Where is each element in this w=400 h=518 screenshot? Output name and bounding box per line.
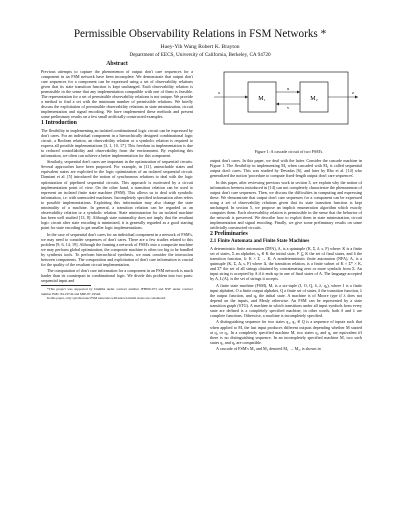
paper-authors: Huey-Yih Wang Robert K. Brayton: [160, 44, 240, 50]
figure-caption: Figure 1: A cascade circuit of two FSM's.: [254, 149, 324, 154]
right-paragraph-6: A cascade of FSM's M₁ and M₂ denoted M₁ → M₂, is shown in: [216, 346, 321, 352]
footnote-rule: [41, 285, 91, 286]
paper-affiliation: Department of EECS, University of California, Berkeley, CA 94720: [129, 52, 271, 58]
intro-paragraph-4: The computation of don't care information for a component in an FSM network is much harder than its counterpart in combinational logic. We divide this problem into two parts: sequential input and: [41, 268, 193, 284]
paper-title: Permissible Observability Relations in FSM Networks *: [73, 28, 327, 40]
right-paragraph-2: In this paper, after reviewing previous work in section 3, we explain why the notion of information freeness introduced in [14] can not completely characterize the phenomenon of output don't care sequences. Then, we discuss the difficulties in computing and expressing these. We demonstrate that output don't care sequences for a component can be expressed using a set of observability relations given that its state transition function is kept unchanged. In section 5, we propose an implicit enumeration algorithm which exactly computes them. Each observability relation is permissible in the sense that the behavior of the network is preserved. We describe how to exploit them in state minimization, circuit implementation and signal encoding. Finally, we give some preliminary results on some artificially constructed circuits.: [210, 179, 362, 231]
v-arrow: [276, 103, 279, 106]
right-column: [210, 62, 362, 353]
footnote-1: *This project was supported by DARPA under contract number JFBI90-073 and NSF under contract number EMC 84-19744 and MIP-87-19546.: [41, 287, 193, 296]
preliminaries-heading: 2 Preliminaries: [210, 231, 248, 238]
right-paragraph-5: A distinguishing sequence for two states q₁, q₂ ∈ Q is a sequence of inputs such that when applied to M, the last input produces different outputs depending whether M started at q₁ or q₂. In a completely specified machine M, two states q₁ and q₂ are equivalent iff there is no distinguishing sequence. In an incompletely specified machine M, two such states q₁ and q₂ are compatible.: [210, 319, 362, 345]
intro-paragraph-1: The flexibility in implementing an isolated combinational logic circuit can be expressed by don't cares. For an individual component in a hierarchically designed combinational logic circuit, a Boolean relation, an observability relation or a symbolic relation is required to express all possible implementations [3, 1, 10, 17]. This freedom in implementation is due to reduced controllability and observability from the environment. By exploiting this information, we often can achieve a better implementation for this component.: [41, 127, 193, 158]
automata-subheading: 2.1 Finite Automata and Finite State Machines: [210, 239, 310, 245]
intro-paragraph-3: In the case of sequential don't cares for an individual component in a network of FSM's, we may need to consider sequences of don't cares. There are a few studies related to this problem [9, 6, 14, 19]. Although the framing a network of FSM's into a composite machine we may perform global optimization, the composite machine is often too big to be handled by synthesis tools. To perform hierarchical synthesis, we must consider the interaction between components. The composition and exploitation of don't care information is crucial for the quality of the resultant circuit implementation.: [41, 231, 193, 267]
output-z-arrow: [355, 96, 358, 99]
right-paragraph-3: A deterministic finite automaton (DFA), A, is a quintuple (K, Σ, δ, s, F) where: K is a finite set of states, Σ an alphabet, s₀ ∈ K the initial state, F ⊆ K the set of final states, and δ the transition function, δ: K × Σ → K. A nondeterministic finite automaton (NFA), A, is a quintuple (K, Σ, Δ, s, F) where Δ, the transition relation, is a finite subset of K × Σ* × K, and Σ* the set of all strings obtained by concatenating zero or more symbols from Σ. An input string is accepted by A if it ends up in one of final states of A. The language accepted by A, L(A), is the set of strings it accepts.: [210, 245, 362, 282]
left-column: [41, 62, 193, 300]
m1-label: M₁: [258, 96, 266, 102]
abstract-text: Previous attempts to capture the phenomenon of output don't care sequences for a component in an FSM network have been incomplete. We demonstrate that output don't care sequences for a component can be expressed using a set of observability relations given that its state transition function is kept unchanged. Each observability relation is permissible in the sense that any implementation compatible with one of them is feasible. The representation for a set of permissible observability relations is not unique. We provide a method to find a set with the minimum number of permissible relations. We briefly discuss the exploitation of permissible observability relations in state minimization, circuit implementation and signal encoding. We have implemented these methods and present some preliminary results on a few small artificially constructed examples.: [41, 68, 193, 119]
cascade-outer-box: [224, 72, 348, 124]
v-label: v: [287, 105, 290, 110]
footnote-2: In this paper, only synchronous FSM networks with known initial states are considered.: [47, 295, 166, 300]
abstract-heading: Abstract: [106, 61, 128, 67]
u-arrow: [297, 91, 300, 94]
cascade-diagram: [210, 62, 362, 148]
intro-heading: 1 Introduction: [41, 120, 77, 127]
m2-label: M₂: [310, 96, 318, 102]
right-paragraph-4: A finite state machine (FSM), M, is a six-tuple (I, O, Q, δ, λ, q₀), where I is a finite input alphabet, O a finite output alphabet, Q a finite set of states, δ the transition function, λ the output function, and q₀ the initial state. A machine is of Moore type if λ does not depend on the inputs, and Mealy otherwise. An FSM can be represented by a state transition graph (STG). A machine in which transitions under all input symbols from every state are defined is a completely specified machine; in other words, both δ and λ are complete functions. Otherwise, a machine is incompletely specified.: [210, 282, 362, 318]
right-paragraph-1: output don't cares. In this paper, we deal with the latter. Consider the cascade machine in Figure 1. The flexibility in implementing M₁ when cascaded with M₂ is called sequential output don't cares. This was studied by Devadas [6], and later by Rho et al. [14] who generalized the notion 'procedure to compute fixed-length output don't care sequences'.: [210, 158, 362, 179]
output-z-label: z: [352, 90, 354, 95]
figure-1: [210, 62, 362, 148]
intro-paragraph-2: Similarly, sequential don't cares are important in the optimization of sequential circuits. Several approaches have been proposed. For example, in [11], unreachable states and equivalent states are exploited in the logic optimization of an isolated sequential circuit. Damiani et al. [5] introduced the notion of synchronous relations to deal with the logic optimization of pipelined sequential circuits. This approach is motivated by a circuit implementation point of view. On the other hand, a transition relation can be used to represent an isolated finite state machine (FSM). This allows us to deal with symbolic information, i.e. with unencoded machines. Incompletely specified information often refers to possible implementations. Exploiting this information may also change the state minimality of a machine. In general, a transition relation can be regarded as an observability relation or a symbolic relation. State minimization for an isolated machine has been well studied [13, 8]. Although state minimality does not imply that the resultant logic circuit after state encoding is minimized, it is generally regarded as a good starting point for state encoding to get smaller logic implementations.: [41, 159, 193, 230]
input-x-label: x: [218, 90, 221, 95]
u-label: u: [287, 86, 290, 91]
input-x-arrow: [245, 96, 248, 99]
